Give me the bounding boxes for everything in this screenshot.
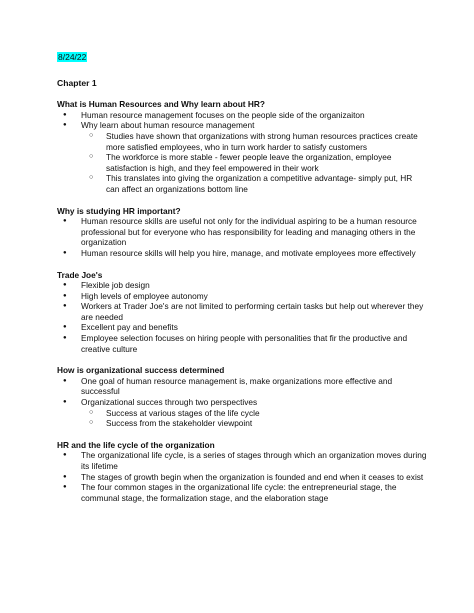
- bullet-item: [57, 301, 427, 322]
- date-highlight: 8/24/22: [58, 52, 87, 62]
- bullet-text: Human resource management focuses on the people side of the organizaiton: [81, 109, 365, 120]
- section-heading: What is Human Resources and Why learn about HR?: [57, 99, 265, 110]
- bullet-item: [57, 450, 427, 471]
- sub-bullet-item: ○ Success at various stages of the life cycle: [81, 408, 427, 419]
- bullet-item: [57, 248, 427, 259]
- bullet-item: [57, 376, 427, 397]
- bullet-item: [57, 333, 427, 354]
- section-heading: HR and the life cycle of the organization: [57, 439, 215, 450]
- bullet-item: [57, 280, 427, 291]
- chapter-title: Chapter 1: [57, 77, 97, 88]
- bullet-list: [57, 450, 427, 503]
- sub-bullet-list: [81, 408, 427, 429]
- bullet-item: [57, 472, 427, 483]
- section-heading: How is organizational success determined: [57, 365, 225, 376]
- sub-bullet-item: ○ This translates into giving the organization a competitive advantage- simply put, HR can affect an organizations bottom line: [81, 173, 427, 194]
- bullet-list: [57, 280, 427, 354]
- bullet-text: Human resource skills are useful not only for the individual aspiring to be a human resource professional but for everyone who has responsibility for leading and managing others in the organization: [81, 216, 417, 248]
- bullet-item: [57, 120, 427, 194]
- bullet-text: High levels of employee autonomy: [81, 290, 208, 301]
- bullet-text: Flexible job design: [81, 280, 150, 291]
- bullet-item: [57, 110, 427, 121]
- bullet-text: Human resource skills will help you hire, manage, and motivate employees more effectively: [81, 247, 416, 258]
- bullet-item: [57, 397, 427, 429]
- bullet-text: Excellent pay and benefits: [81, 322, 178, 333]
- document-page: [57, 52, 427, 503]
- bullet-list: [57, 110, 427, 195]
- bullet-text: The four common stages in the organizational life cycle: the entrepreneurial stage, the communal stage, the formalization stage, and the elaboration stage: [81, 482, 397, 503]
- bullet-item: [57, 291, 427, 302]
- bullet-list: [57, 216, 427, 258]
- bullet-text: Workers at Trader Joe's are not limited to performing certain tasks but help out wherever they are needed: [81, 301, 424, 322]
- sections-container: [57, 99, 427, 503]
- bullet-item: [57, 216, 427, 248]
- bullet-text: Employee selection focuses on hiring people with personalities that fir the productive and creative culture: [81, 333, 408, 354]
- sub-bullet-item: ○ Success from the stakeholder viewpoint: [81, 418, 427, 429]
- bullet-text: Organizational succes through two perspectives: [81, 397, 258, 408]
- sub-bullet-list: [81, 131, 427, 195]
- bullet-text: The stages of growth begin when the organization is founded and end when it ceases to exist: [81, 471, 424, 482]
- sub-bullet-item: ○ Studies have shown that organizations with strong human resources practices create more satisfied employees, who in turn work harder to satisfy customers: [81, 131, 427, 152]
- section-heading: Why is studying HR important?: [57, 205, 181, 216]
- bullet-item: [57, 322, 427, 333]
- bullet-text: The organizational life cycle, is a series of stages through which an organization moves during its lifetime: [81, 450, 427, 471]
- bullet-list: [57, 376, 427, 429]
- sub-bullet-item: ○ The workforce is more stable - fewer people leave the organization, employee satisfaction is high, and they feel empowered in their work: [81, 152, 427, 173]
- section-heading: Trade Joe's: [57, 269, 103, 280]
- bullet-text: One goal of human resource management is, make organizations more effective and successful: [81, 375, 393, 397]
- bullet-item: [57, 482, 427, 503]
- bullet-text: Why learn about human resource management: [81, 120, 255, 131]
